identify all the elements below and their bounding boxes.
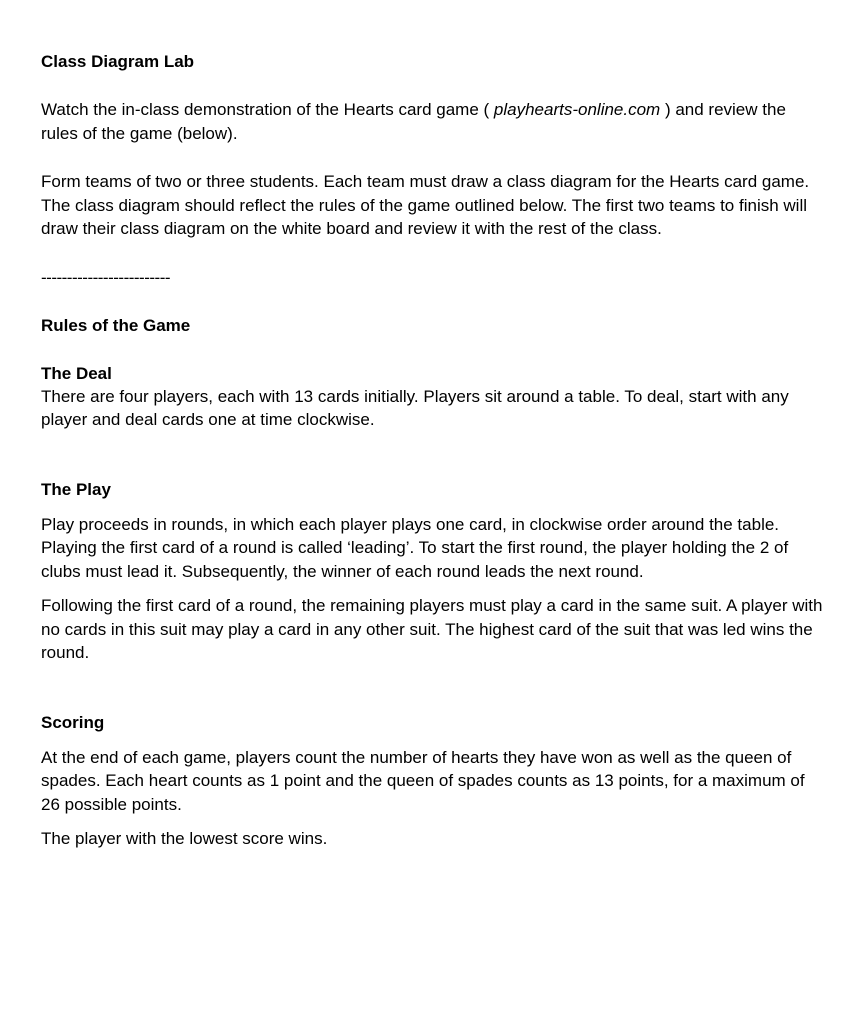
play-paragraph-1: Play proceeds in rounds, in which each player plays one card, in clockwise order around the table. Playing the first card of a round is called ‘leading’. To start the first round, the player holding the 2 of clubs must lead it. Subsequently, the winner of each round leads the next round. xyxy=(41,514,789,581)
scoring-title: Scoring xyxy=(41,712,105,732)
deal-title: The Deal xyxy=(41,363,112,383)
intro-paragraph-1 xyxy=(41,98,824,145)
rules-title: Rules of the Game xyxy=(41,315,191,335)
intro-text-before: Watch the in-class demonstration of the Hearts card game ( xyxy=(41,100,494,119)
scoring-paragraph-2: The player with the lowest score wins. xyxy=(41,829,328,848)
play-paragraph-2: Following the first card of a round, the remaining players must play a card in the same suit. A player with no cards in this suit may play a card in any other suit. The highest card of the suit that was led wins the round. xyxy=(41,596,823,662)
intro-paragraph-2: Form teams of two or three students. Each team must draw a class diagram for the Hearts card game. The class diagram should reflect the rules of the game outlined below. The first two teams to finish will draw their class diagram on the white board and review it with the rest of the class. xyxy=(41,172,810,238)
scoring-paragraph-1: At the end of each game, players count the number of hearts they have won as well as the queen of spades. Each heart counts as 1 point and the queen of spades counts as 13 points, for a maximum of 26 possible points. xyxy=(41,747,805,814)
game-site-reference: playhearts-online.com xyxy=(493,100,661,119)
intro-text-after: ) and review the rules of the game (below). xyxy=(41,100,786,143)
document-title: Class Diagram Lab xyxy=(41,52,195,71)
deal-text: There are four players, each with 13 cards initially. Players sit around a table. To deal, start with any player and deal cards one at time clockwise. xyxy=(41,386,789,429)
play-title: The Play xyxy=(41,479,111,499)
section-divider: ------------------------- xyxy=(41,267,171,287)
